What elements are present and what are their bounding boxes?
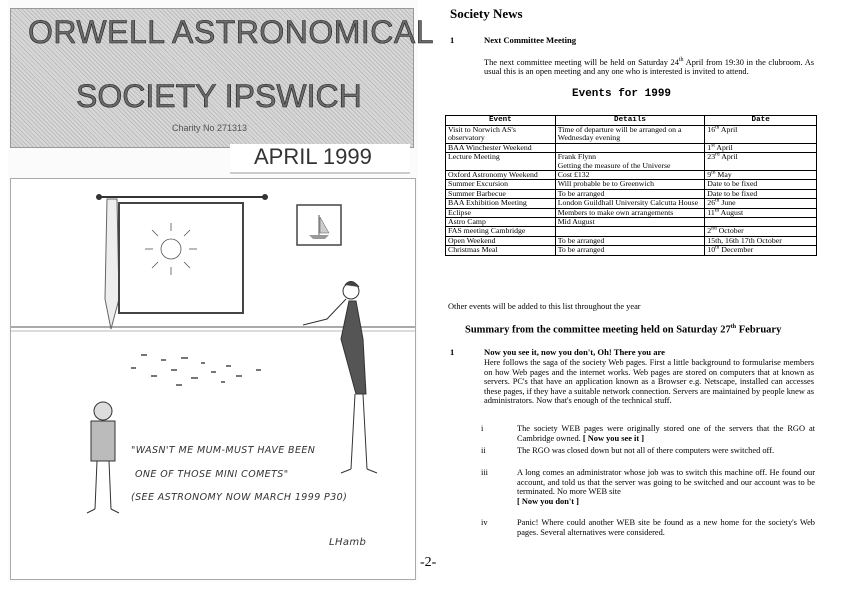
sub-item-number: iii	[481, 468, 488, 477]
event-name: Open Weekend	[446, 236, 556, 245]
event-details: To be arranged	[555, 236, 705, 245]
page-number: -2-	[420, 555, 437, 570]
sub-item-text: The RGO was closed down but not all of there computers were switched off.	[517, 446, 775, 455]
cover-title-line2: SOCIETY IPSWICH	[76, 78, 362, 114]
event-name: Summer Barbecue	[446, 189, 556, 198]
event-details: Time of departure will be arranged on a Wednesday evening	[555, 126, 705, 144]
event-row	[446, 208, 817, 217]
summary-item-heading: Now you see it, now you don't, Oh! There you are	[484, 347, 665, 357]
cartoon-caption-line2: ONE OF THOSE MINI COMETS"	[135, 469, 289, 480]
summary-item-number: 1	[450, 347, 455, 357]
event-date: 16th April	[705, 126, 817, 144]
col-header-date: Date	[705, 116, 817, 126]
event-details: Cost £132	[555, 171, 705, 180]
cover-title-line1: ORWELL ASTRONOMICAL	[28, 14, 435, 50]
event-row	[446, 143, 817, 152]
event-name: Summer Excursion	[446, 180, 556, 189]
summary-heading: Summary from the committee meeting held on Saturday 27th February	[465, 324, 782, 336]
event-row	[446, 236, 817, 245]
cartoon-caption-line1: "WASN'T ME MUM-MUST HAVE BEEN	[131, 445, 316, 456]
sub-item-number: iv	[481, 518, 488, 527]
event-details: To be arranged	[555, 189, 705, 198]
sub-item-number: i	[481, 424, 484, 433]
meeting-paragraph: The next committee meeting will be held on Saturday 24th April from 19:30 in the clubroom. As usual this is an open meeting and any one who is interested is invited to attend.	[484, 57, 814, 77]
event-row	[446, 126, 817, 144]
event-date: 2nd October	[705, 227, 817, 236]
event-date: 1st April	[705, 143, 817, 152]
cover-cartoon	[10, 178, 416, 580]
sub-item-number: ii	[481, 446, 486, 455]
event-details: Frank Flynn Getting the measure of the Universe	[555, 153, 705, 171]
event-date: 23rd April	[705, 153, 817, 171]
summary-item-paragraph: Here follows the saga of the society Web pages. First a little background to formularise members on how Web pages and the internet works. Web pages are stored on computers that at known as servers. PC's that have an application known as a Browser e.g. Netscape, installed can accesses these pages, if they have a suitable network connection. Servers are maintained by people knew as administrators. Now that's enough of the technical stuff.	[484, 358, 814, 406]
events-title: Events for 1999	[572, 88, 672, 100]
section-heading: Society News	[450, 6, 523, 21]
event-name: Lecture Meeting	[446, 153, 556, 171]
event-date: 26th June	[705, 199, 817, 208]
event-name: Visit to Norwich AS's observatory	[446, 126, 556, 144]
event-name: FAS meeting Cambridge	[446, 227, 556, 236]
event-details: London Guildhall University Calcutta House	[555, 199, 705, 208]
event-details: To be arranged	[555, 246, 705, 255]
sub-item-text: Panic! Where could another WEB site be found as a new home for the society's Web pages. Several alternatives were considered.	[517, 518, 815, 537]
item-heading: Next Committee Meeting	[484, 35, 577, 45]
event-name: Astro Camp	[446, 218, 556, 227]
event-row	[446, 246, 817, 255]
event-date: Date to be fixed	[705, 180, 817, 189]
artist-signature: LHamb	[329, 537, 367, 548]
event-details: Members to make own arrangements	[555, 208, 705, 217]
society-news-page	[445, 0, 840, 595]
event-row	[446, 153, 817, 171]
event-date: 9th May	[705, 171, 817, 180]
event-date: 15th, 16th 17th October	[705, 236, 817, 245]
cartoon-illustration	[11, 179, 415, 579]
event-date: 10th December	[705, 246, 817, 255]
event-name: BAA Winchester Weekend	[446, 143, 556, 152]
event-details: Mid August	[555, 218, 705, 227]
event-name: BAA Exhibition Meeting	[446, 199, 556, 208]
events-table	[445, 115, 817, 256]
sub-item-text: A long comes an administrator whose job was to switch this machine off. He found our account, and told us that the server was going to be switched and our account was to be terminated. No more WEB site [ Now you don't ]	[517, 468, 815, 506]
cover-page	[8, 0, 435, 582]
item-number: 1	[450, 35, 455, 45]
event-date: 11th August	[705, 208, 817, 217]
event-name: Eclipse	[446, 208, 556, 217]
event-name: Oxford Astronomy Weekend	[446, 171, 556, 180]
cartoon-caption-line3: (SEE ASTRONOMY NOW MARCH 1999 P30)	[131, 492, 348, 503]
col-header-event: Event	[446, 116, 556, 126]
other-events-note: Other events will be added to this list throughout the year	[448, 302, 641, 311]
issue-date: APRIL 1999	[254, 144, 372, 169]
event-details: Will probable be to Greenwich	[555, 180, 705, 189]
sub-item-text: The society WEB pages were originally stored one of the servers that the RGO at Cambridge owned. [ Now you see it ]	[517, 424, 815, 443]
event-date: Date to be fixed	[705, 189, 817, 198]
event-name: Christmas Meal	[446, 246, 556, 255]
col-header-details: Details	[555, 116, 705, 126]
charity-number: Charity No 271313	[172, 123, 248, 133]
